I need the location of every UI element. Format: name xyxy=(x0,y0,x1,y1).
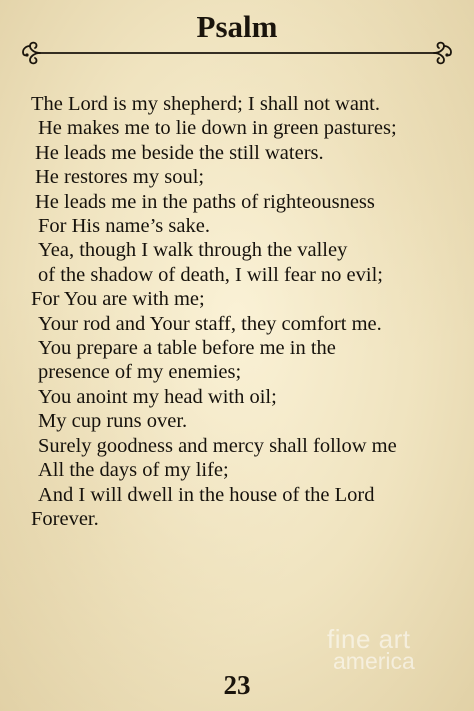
psalm-line: The Lord is my shepherd; I shall not want. xyxy=(31,93,381,115)
psalm-line: For His name’s sake. xyxy=(38,215,210,238)
psalm-line: Forever. xyxy=(31,507,99,530)
psalm-line: of the shadow of death, I will fear no evil; xyxy=(38,263,383,286)
psalm-line: He leads me in the paths of righteousness xyxy=(35,190,375,213)
psalm-line: You anoint my head with oil; xyxy=(38,385,277,408)
watermark xyxy=(327,624,459,674)
psalm-line: You prepare a table before me in the xyxy=(38,337,336,360)
page-number: 23 xyxy=(223,670,251,700)
psalm-line: And I will dwell in the house of the Lord xyxy=(38,483,375,506)
psalm-line: presence of my enemies; xyxy=(38,361,242,384)
page-title: Psalm xyxy=(196,9,278,44)
psalm-line: For You are with me; xyxy=(31,288,205,311)
psalm-text xyxy=(31,92,451,531)
watermark-line2: america xyxy=(333,648,415,674)
psalm-line: All the days of my life; xyxy=(38,459,229,482)
psalm-line: Your rod and Your staff, they comfort me. xyxy=(38,312,382,335)
psalm-line: My cup runs over. xyxy=(38,410,188,433)
watermark-line1: fine art xyxy=(327,624,411,654)
psalm-line: He leads me beside the still waters. xyxy=(35,141,324,164)
ornamental-divider-icon xyxy=(18,40,456,66)
psalm-line: Surely goodness and mercy shall follow me xyxy=(38,434,397,457)
psalm-line: He makes me to lie down in green pastures; xyxy=(38,117,397,140)
psalm-line: Yea, though I walk through the valley xyxy=(38,239,348,262)
psalm-line: He restores my soul; xyxy=(35,166,205,189)
